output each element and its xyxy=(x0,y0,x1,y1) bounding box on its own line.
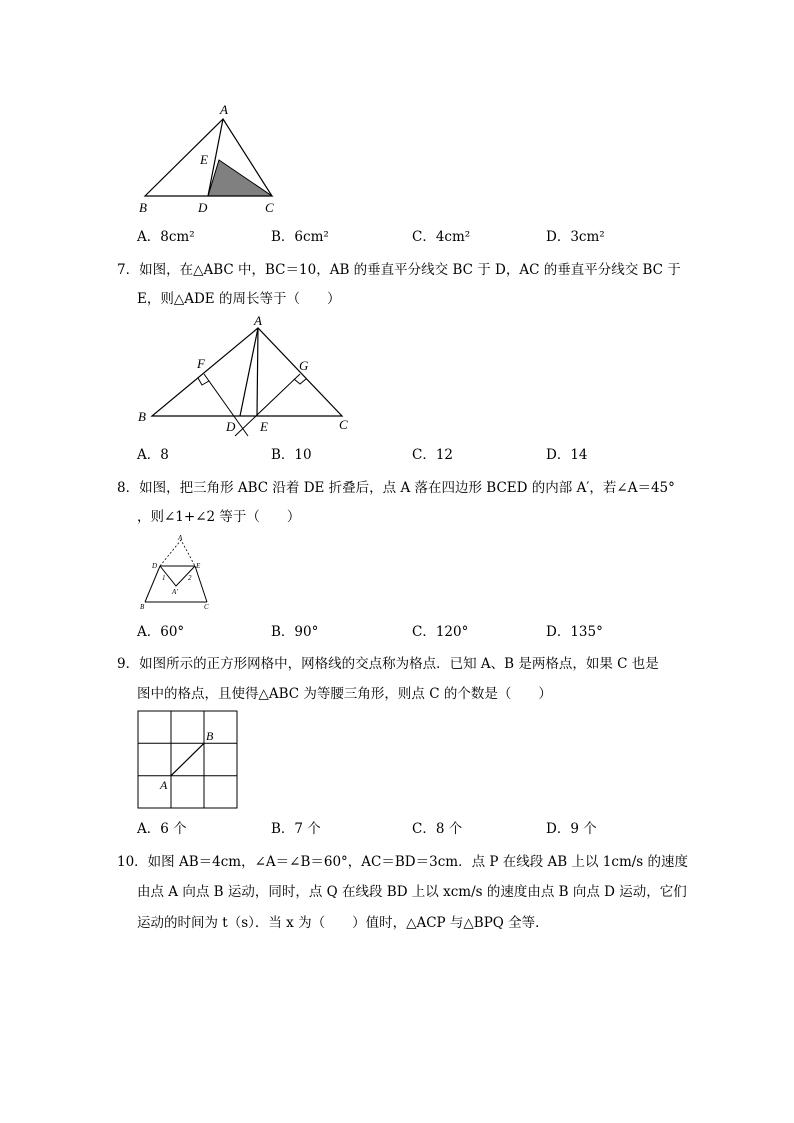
q9-segment-ab xyxy=(171,743,204,775)
q8-label-c: C xyxy=(204,603,209,611)
q7-label-a: A xyxy=(254,313,262,328)
q9-option-c[interactable]: C．8 个 xyxy=(412,821,463,837)
q9-label-b: B xyxy=(206,729,214,743)
q8-label-d: D xyxy=(152,562,158,570)
q7-segment-ae xyxy=(257,328,258,416)
q8-option-c[interactable]: C．120° xyxy=(412,624,469,640)
q7-label-d: D xyxy=(226,419,236,434)
q7-label-b: B xyxy=(138,409,146,424)
q6-label-b: B xyxy=(139,200,147,215)
q10-stem-line3: 运动的时间为 t（s）．当 x 为（ ）值时，△ACP 与△BPQ 全等． xyxy=(137,915,549,931)
q9-option-a[interactable]: A．6 个 xyxy=(137,821,187,837)
q8-dashed-sides xyxy=(160,540,195,566)
q6-label-e: E xyxy=(200,152,208,167)
q9-option-d[interactable]: D．9 个 xyxy=(546,821,597,837)
q9-figure xyxy=(137,710,239,812)
q7-label-e: E xyxy=(260,419,268,434)
q8-stem-line1: 8．如图，把三角形 ABC 沿着 DE 折叠后，点 A 落在四边形 BCED 的内部 A′，若∠A＝45° xyxy=(117,480,675,496)
q8-side-bd xyxy=(145,566,160,602)
q8-option-b[interactable]: B．90° xyxy=(271,624,319,640)
q8-label-e: E xyxy=(196,562,201,570)
q7-label-g: G xyxy=(299,358,309,373)
q7-stem-line1: 7．如图，在△ABC 中，BC＝10，AB 的垂直平分线交 BC 于 D，AC 的垂直平分线交 BC 于 xyxy=(117,262,681,278)
q6-option-d[interactable]: D．3cm² xyxy=(546,229,605,245)
q7-label-c: C xyxy=(339,417,348,432)
q8-option-a[interactable]: A．60° xyxy=(137,624,185,640)
q9-stem-line1: 9．如图所示的正方形网格中，网格线的交点称为格点．已知 A、B 是两格点，如果 C 也是 xyxy=(117,656,659,672)
q6-option-b[interactable]: B．6cm² xyxy=(271,229,329,245)
q6-option-a[interactable]: A．8cm² xyxy=(137,229,195,245)
q6-label-c: C xyxy=(265,200,274,215)
q7-option-a[interactable]: A．8 xyxy=(137,447,169,463)
q8-label-b: B xyxy=(140,603,145,611)
q9-label-a: A xyxy=(160,778,168,792)
q8-stem-line2: ，则∠1+∠2 等于（ ） xyxy=(137,509,301,525)
q8-figure xyxy=(136,534,220,612)
q7-stem-line2: E，则△ADE 的周长等于（ ） xyxy=(137,291,341,307)
q8-label-2: 2 xyxy=(188,574,192,582)
q6-figure xyxy=(130,100,290,218)
q7-label-f: F xyxy=(197,356,205,371)
q8-label-a: A xyxy=(178,534,183,542)
q7-figure xyxy=(130,312,360,438)
q8-option-d[interactable]: D．135° xyxy=(546,624,603,640)
q7-triangle-abc xyxy=(152,328,342,416)
q7-option-c[interactable]: C．12 xyxy=(412,447,454,463)
q9-stem-line2: 图中的格点，且使得△ABC 为等腰三角形，则点 C 的个数是（ ） xyxy=(137,686,552,702)
q6-shaded-triangle xyxy=(208,160,272,196)
q6-label-a: A xyxy=(220,102,228,117)
q7-option-d[interactable]: D．14 xyxy=(546,447,588,463)
q7-option-b[interactable]: B．10 xyxy=(271,447,312,463)
q8-label-a-prime: A' xyxy=(172,588,178,596)
q6-label-d: D xyxy=(198,200,208,215)
q8-label-1: 1 xyxy=(162,574,166,582)
q10-stem-line1: 10．如图 AB＝4cm，∠A＝∠B＝60°，AC＝BD＝3cm．点 P 在线段 AB 上以 1cm/s 的速度 xyxy=(117,854,689,870)
q9-option-b[interactable]: B．7 个 xyxy=(271,821,321,837)
q7-right-angle-g xyxy=(294,379,306,384)
q10-stem-line2: 由点 A 向点 B 运动，同时，点 Q 在线段 BD 上以 xcm/s 的速度由点 B 向点 D 运动，它们 xyxy=(137,884,687,900)
q8-side-ec xyxy=(195,566,207,602)
q6-option-c[interactable]: C．4cm² xyxy=(412,229,471,245)
